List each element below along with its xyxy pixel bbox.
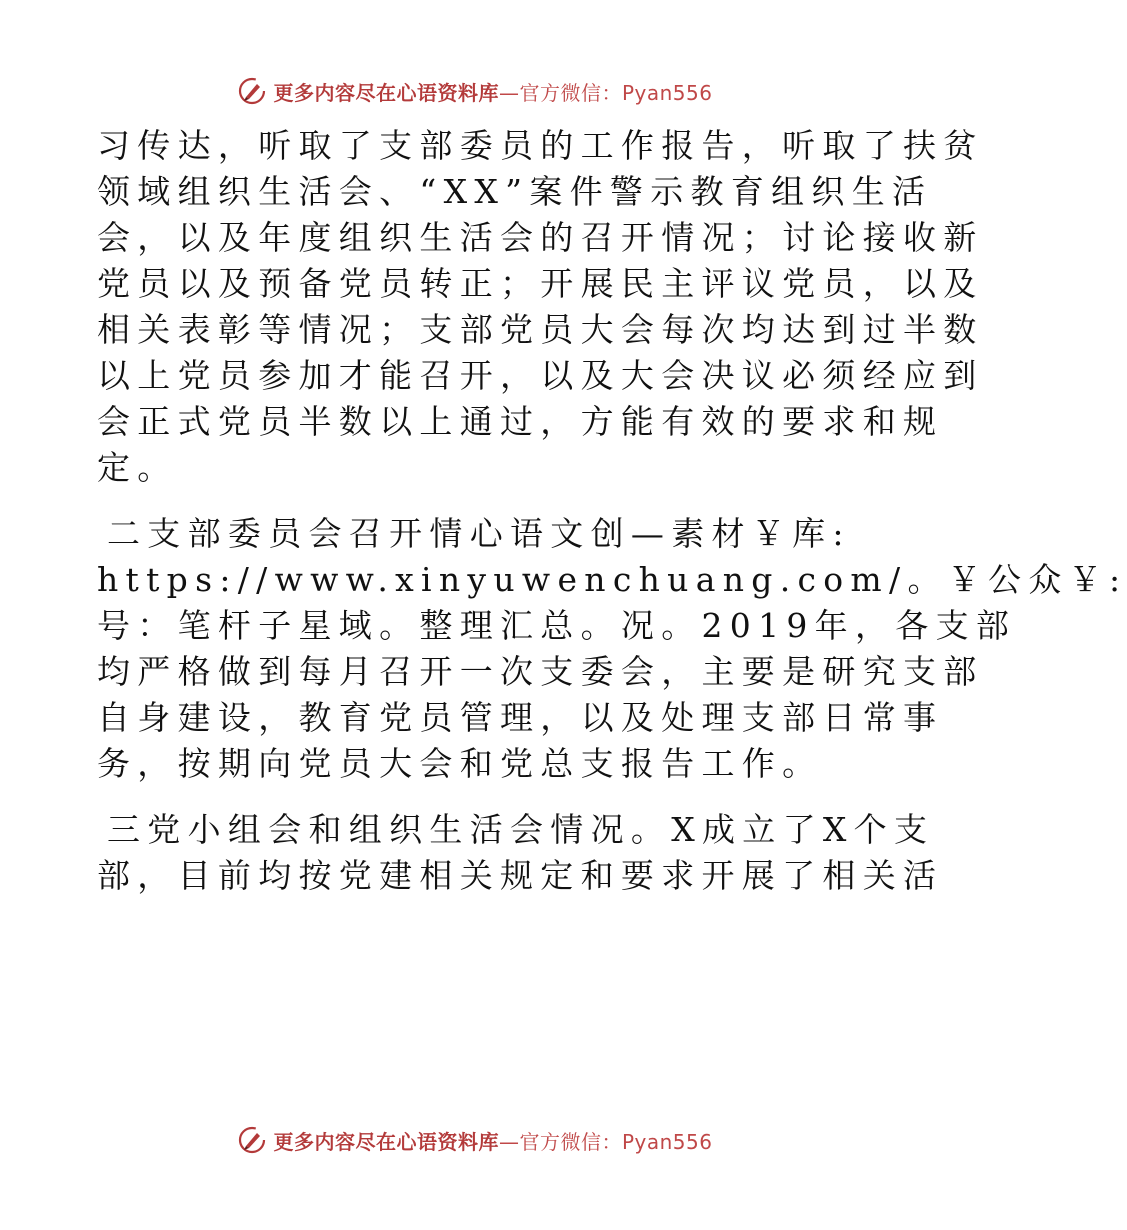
- pen-logo-icon: [237, 76, 267, 106]
- text-line: 会正式党员半数以上通过，方能有效的要求和规: [97, 402, 944, 441]
- text-line: 相关表彰等情况；支部党员大会每次均达到过半数: [97, 310, 984, 349]
- banner-text: [273, 77, 712, 106]
- footer-banner: [0, 1120, 950, 1160]
- banner-wechat-text: —官方微信：Pyan556: [498, 1129, 713, 1154]
- text-line: 部，目前均按党建相关规定和要求开展了相关活: [97, 856, 944, 895]
- paragraph-3: [97, 807, 944, 899]
- text-line: 以上党员参加才能召开，以及大会决议必须经应到: [97, 356, 984, 395]
- banner-lead-text: 更多内容尽在心语资料库: [273, 80, 499, 105]
- pen-logo-icon: [237, 1125, 267, 1155]
- paragraph-1: [97, 123, 984, 491]
- text-line: 均严格做到每月召开一次支委会，主要是研究支部: [97, 652, 984, 691]
- paragraph-2: [97, 511, 1127, 787]
- header-banner: [0, 71, 950, 111]
- text-line: 号：笔杆子星域。整理汇总。况。2019年，各支部: [97, 606, 1017, 645]
- text-line: 三党小组会和组织生活会情况。X成立了X个支: [107, 810, 935, 849]
- text-line: 习传达，听取了支部委员的工作报告，听取了扶贫: [97, 126, 984, 165]
- document-body: [97, 123, 1127, 899]
- text-line: 会，以及年度组织生活会的召开情况；讨论接收新: [97, 218, 984, 257]
- text-line: 领域组织生活会、“XX”案件警示教育组织生活: [97, 172, 933, 211]
- text-line: 自身建设，教育党员管理，以及处理支部日常事: [97, 698, 944, 737]
- text-line: 党员以及预备党员转正；开展民主评议党员，以及: [97, 264, 984, 303]
- text-line: https://www.xinyuwenchuang.com/。￥公众￥:: [97, 560, 1127, 599]
- banner-wechat-text: —官方微信：Pyan556: [498, 80, 713, 105]
- text-line: 务，按期向党员大会和党总支报告工作。: [97, 744, 823, 783]
- banner-lead-text: 更多内容尽在心语资料库: [273, 1129, 499, 1154]
- text-line: 定。: [97, 448, 178, 487]
- text-line: 二支部委员会召开情心语文创—素材￥库:: [107, 514, 851, 553]
- banner-text: [273, 1126, 712, 1155]
